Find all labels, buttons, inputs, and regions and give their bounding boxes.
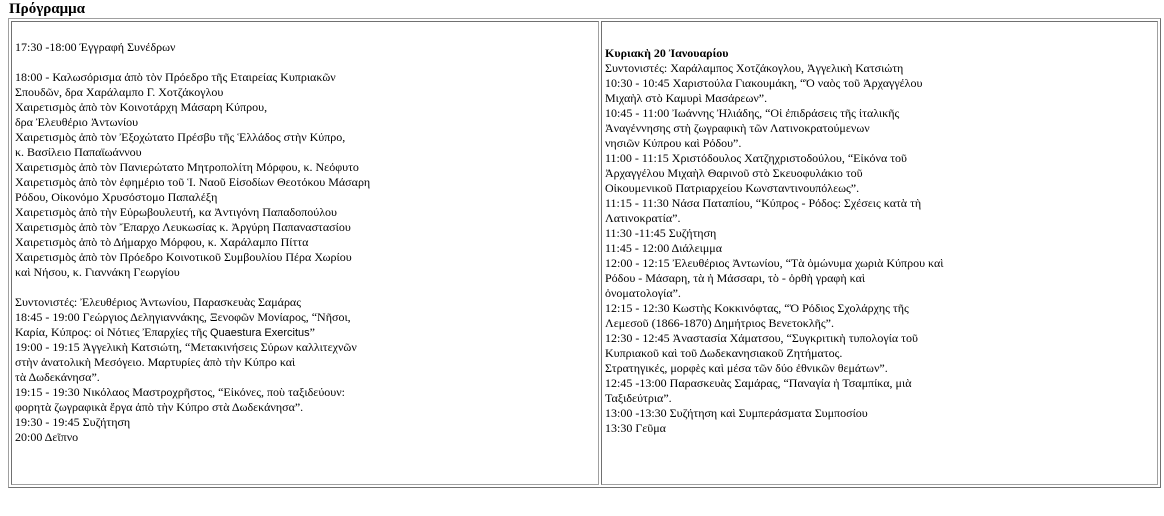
schedule-line-text: Καρία, Κύπρος: οἱ Νότιες Ἐπαρχίες τῆς (15, 325, 210, 339)
schedule-line-text: 12:00 - 12:15 Ἐλευθέριος Ἀντωνίου, “Τὰ ὁμώνυμα χωριὰ Κύπρου καὶ (605, 256, 944, 270)
schedule-line (15, 100, 595, 115)
schedule-line (605, 196, 1154, 211)
schedule-line (15, 175, 595, 190)
schedule-line (605, 136, 1154, 151)
schedule-line-text: δρα Ἐλευθέριο Ἀντωνίου (15, 115, 139, 129)
schedule-line (15, 130, 595, 145)
schedule-line (605, 316, 1154, 331)
schedule-line (15, 85, 595, 100)
schedule-line (15, 115, 595, 130)
schedule-line-tail: ” (309, 325, 315, 339)
schedule-line (15, 160, 595, 175)
schedule-line (605, 76, 1154, 91)
schedule-line (15, 355, 595, 370)
schedule-line-text: Μιχαὴλ στὸ Καμυρὶ Μασάρεων”. (605, 91, 768, 105)
schedule-line-text: τὰ Δωδεκάνησα”. (15, 370, 100, 384)
blank-line (15, 280, 595, 295)
schedule-line-text: 18:45 - 19:00 Γεώργιος Δεληγιαννάκης, Ξενοφῶν Μονίαρος, “Νῆσοι, (15, 310, 351, 324)
schedule-line (15, 310, 595, 325)
schedule-line-text: Χαιρετισμὸς ἀπὸ τὸν Πανιερώτατο Μητροπολίτη Μόρφου, κ. Νεόφυτο (15, 160, 359, 174)
schedule-line (605, 241, 1154, 256)
schedule-line (605, 271, 1154, 286)
schedule-line-text: Συντονιστές: Χαράλαμπος Χοτζάκογλου, Ἀγγελικὴ Κατσιώτη (605, 61, 904, 75)
schedule-line (605, 211, 1154, 226)
schedule-line (15, 250, 595, 265)
schedule-line-text: 17:30 -18:00 Έγγραφή Συνέδρων (15, 40, 176, 54)
schedule-line-text: Ἀρχαγγέλου Μιχαὴλ Θαρινοῦ στὸ Σκευοφυλάκιο τοῦ (605, 166, 863, 180)
schedule-line-text: Χαιρετισμὸς ἀπὸ τὸ Δήμαρχο Μόρφου, κ. Χαράλαμπο Πίττα (15, 235, 309, 249)
schedule-line-text: 10:30 - 10:45 Χαριστούλα Γιακουμάκη, “Ὁ ναὸς τοῦ Ἀρχαγγέλου (605, 76, 923, 90)
schedule-line-text: καὶ Νήσου, κ. Γιαννάκη Γεωργίου (15, 265, 180, 279)
schedule-line (605, 166, 1154, 181)
blank-line (15, 55, 595, 70)
schedule-line (15, 415, 595, 430)
schedule-line-text: 11:00 - 11:15 Χριστόδουλος Χατζηχριστοδούλου, “Εἰκόνα τοῦ (605, 151, 907, 165)
schedule-line-text: Χαιρετισμὸς ἀπὸ τὸν Ἔπαρχο Λευκωσίας κ. Ἀργύρη Παπαναστασίου (15, 220, 351, 234)
schedule-line (15, 295, 595, 310)
schedule-line-text: 10:45 - 11:00 Ἰωάννης Ἠλιάδης, “Οἱ ἐπιδράσεις τῆς ἰταλικῆς (605, 106, 900, 120)
schedule-line (15, 385, 595, 400)
page-title: Πρόγραμμα (9, 1, 85, 17)
schedule-line-text: 11:45 - 12:00 Διάλειμμα (605, 241, 723, 255)
schedule-line-latin-term: Quaestura Exercitus (210, 327, 310, 339)
schedule-line-text: Σπουδῶν, δρα Χαράλαμπο Γ. Χοτζάκογλου (15, 85, 224, 99)
program-table (8, 18, 1161, 488)
schedule-line (15, 40, 595, 55)
schedule-line-text: στὴν ἀνατολικὴ Μεσόγειο. Μαρτυρίες ἀπὸ τὴν Κύπρο καὶ (15, 355, 296, 369)
schedule-line (605, 106, 1154, 121)
schedule-line-text: 13:00 -13:30 Συζήτηση καὶ Συμπεράσματα Συμποσίου (605, 406, 868, 420)
program-cell-sunday (601, 21, 1158, 485)
schedule-line (15, 70, 595, 85)
schedule-line (605, 391, 1154, 406)
schedule-line (605, 361, 1154, 376)
schedule-line-text: Συντονιστές: Ἐλευθέριος Ἀντωνίου, Παρασκευὰς Σαμάρας (15, 295, 301, 309)
schedule-line-text: Ρόδου - Μάσαρη, τὰ ἡ Μάσσαρι, τὸ - ὀρθὴ γραφὴ καὶ (605, 271, 866, 285)
schedule-line-text: 20:00 Δεῖπνο (15, 430, 79, 444)
schedule-line-text: Ἀναγέννησης στὴ ζωγραφικὴ τῶν Λατινοκρατούμενων (605, 121, 870, 135)
schedule-line (605, 256, 1154, 271)
schedule-line (605, 46, 1154, 61)
schedule-line (605, 301, 1154, 316)
schedule-lines-right (605, 46, 1154, 436)
schedule-line (15, 205, 595, 220)
program-cell-saturday (11, 21, 599, 485)
schedule-line-text: Χαιρετισμὸς ἀπὸ τὸν Κοινοτάρχη Μάσαρη Κύπρου, (15, 100, 268, 114)
schedule-line-text: κ. Βασίλειο Παπαϊωάννου (15, 145, 142, 159)
schedule-line (605, 406, 1154, 421)
schedule-line-text: ὀνοματολογία”. (605, 286, 681, 300)
schedule-line (15, 220, 595, 235)
schedule-line-text: Στρατηγικές, μορφὲς καὶ μέσα τῶν δύο ἐθνικῶν θεμάτων”. (605, 361, 888, 375)
schedule-line-text: Λατινοκρατία”. (605, 211, 681, 225)
schedule-line (15, 430, 595, 445)
schedule-line (605, 151, 1154, 166)
schedule-line-text: 19:00 - 19:15 Ἀγγελικὴ Κατσιώτη, “Μετακινήσεις Σύρων καλλιτεχνῶν (15, 340, 357, 354)
schedule-line-text: φορητὰ ζωγραφικὰ ἔργα ἀπὸ τὴν Κύπρο στὰ Δωδεκάνησα”. (15, 400, 304, 414)
schedule-line (15, 340, 595, 355)
schedule-line (15, 325, 595, 340)
schedule-line (605, 331, 1154, 346)
schedule-line-text: Κυπριακοῦ καὶ τοῦ Δωδεκανησιακοῦ Ζητήματος. (605, 346, 843, 360)
schedule-line-text: Οἰκουμενικοῦ Πατριαρχείου Κωνσταντινουπόλεως”. (605, 181, 860, 195)
schedule-line (15, 190, 595, 205)
schedule-line (605, 376, 1154, 391)
schedule-line-text: Ρόδου, Οἰκονόμο Χρυσόστομο Παπαλέξη (15, 190, 218, 204)
schedule-line-text: 19:15 - 19:30 Νικόλαος Μαστροχρῆστος, “Εἰκόνες, ποὺ ταξιδεύουν: (15, 385, 345, 399)
schedule-line-text: 19:30 - 19:45 Συζήτηση (15, 415, 131, 429)
schedule-line-text: 18:00 - Καλωσόρισμα ἀπὸ τὸν Πρόεδρο τῆς Εταιρείας Κυπριακῶν (15, 70, 336, 84)
schedule-line-text: 12:30 - 12:45 Ἀναστασία Χάματσου, “Συγκριτικὴ τυπολογία τοῦ (605, 331, 918, 345)
schedule-line (15, 145, 595, 160)
schedule-line (605, 121, 1154, 136)
schedule-line (605, 226, 1154, 241)
schedule-line-text: Χαιρετισμὸς ἀπὸ τὸν Πρόεδρο Κοινοτικοῦ Συμβουλίου Πέρα Χωρίου (15, 250, 352, 264)
schedule-line-text: Λεμεσοῦ (1866-1870) Δημήτριος Βενετοκλῆς”. (605, 316, 834, 330)
schedule-line (15, 265, 595, 280)
schedule-line-text: 11:30 -11:45 Συζήτηση (605, 226, 717, 240)
schedule-line (605, 91, 1154, 106)
schedule-line (605, 421, 1154, 436)
schedule-line-text: Κυριακὴ 20 Ἰανουαρίου (605, 46, 729, 60)
schedule-line-text: 13:30 Γεῦμα (605, 421, 666, 435)
schedule-line-text: Χαιρετισμὸς ἀπὸ τὸν ἐφημέριο τοῦ Ἱ. Ναοῦ Εἰσοδίων Θεοτόκου Μάσαρη (15, 175, 371, 189)
schedule-line (15, 400, 595, 415)
schedule-line (15, 235, 595, 250)
schedule-lines-left (15, 40, 595, 445)
schedule-line (15, 370, 595, 385)
schedule-line-text: 11:15 - 11:30 Νάσα Παταπίου, “Κύπρος - Ρόδος: Σχέσεις κατὰ τὴ (605, 196, 922, 210)
schedule-line-text: 12:45 -13:00 Παρασκευὰς Σαμάρας, “Παναγία ἡ Τσαμπίκα, μιὰ (605, 376, 912, 390)
schedule-line-text: νησιῶν Κύπρου καὶ Ρόδου”. (605, 136, 742, 150)
schedule-line-text: Χαιρετισμὸς ἀπὸ τὸν Ἐξοχώτατο Πρέσβυ τῆς Ἑλλάδος στὴν Κύπρο, (15, 130, 346, 144)
schedule-line (605, 346, 1154, 361)
schedule-line (605, 61, 1154, 76)
schedule-line-text: Ταξιδεύτρια”. (605, 391, 672, 405)
schedule-line-text: Χαιρετισμὸς ἀπὸ τὴν Εὐρωβουλευτή, κα Ἀντιγόνη Παπαδοπούλου (15, 205, 337, 219)
schedule-line (605, 181, 1154, 196)
schedule-line-text: 12:15 - 12:30 Κωστὴς Κοκκινόφτας, “Ὁ Ρόδιος Σχολάρχης τῆς (605, 301, 909, 315)
schedule-line (605, 286, 1154, 301)
